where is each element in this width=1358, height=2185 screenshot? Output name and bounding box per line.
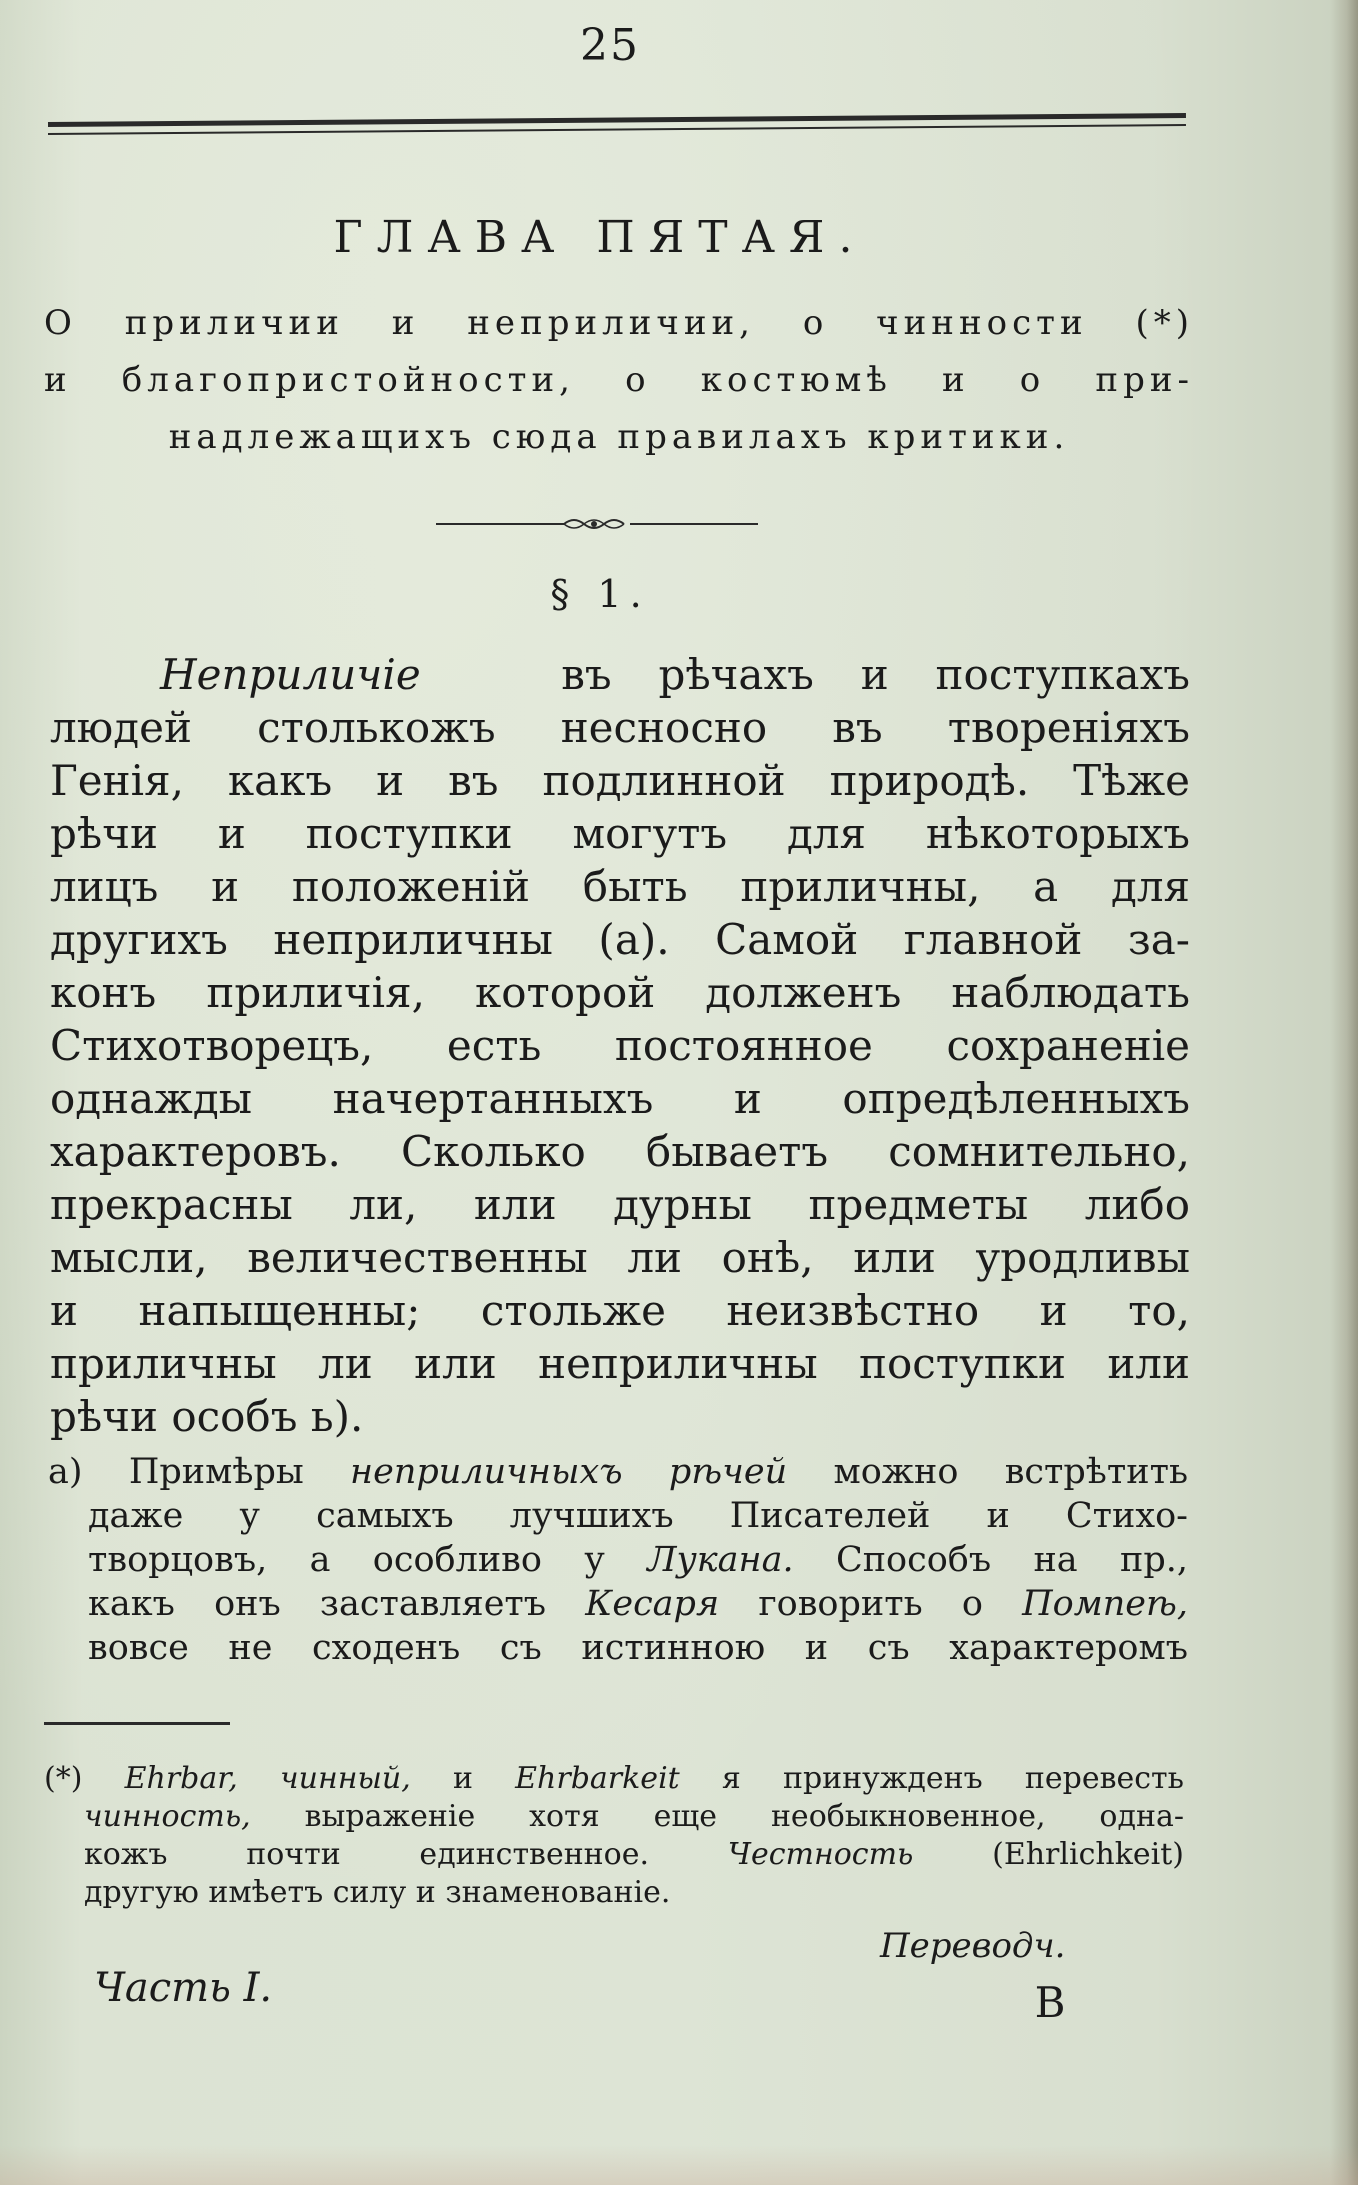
paragraph-line: приличны ли или неприличны поступки или — [50, 1339, 1190, 1388]
paragraph-line: людей столькожъ несносно въ твореніяхъ — [50, 703, 1190, 752]
ornament-divider — [436, 512, 758, 536]
page-edge-shadow — [1330, 0, 1358, 2185]
footnote-text: кожъ почти единственное. — [84, 1837, 650, 1872]
note-text: Способъ на пр., — [835, 1540, 1189, 1580]
footnote-italic: Ehrbarkeit — [515, 1761, 680, 1796]
paragraph-line: однажды начертанныхъ и опредѣленныхъ — [50, 1074, 1190, 1123]
signature-mark: В — [1034, 1978, 1066, 2027]
note-a — [48, 1450, 1188, 1670]
note-text: творцовъ, а особливо у — [88, 1540, 605, 1580]
note-italic: Лукана. — [647, 1540, 794, 1580]
footnote-line — [44, 1760, 1184, 1798]
note-line: вовсе не сходенъ съ истинною и съ характеромъ — [88, 1628, 1188, 1668]
paragraph-line: Стихотворецъ, есть постоянное сохраненіе — [50, 1021, 1190, 1070]
chapter-title: ГЛАВА ПЯТАЯ. — [333, 212, 867, 263]
paragraph-line: рѣчи особъ ь). — [50, 1392, 364, 1441]
paragraph-line: конъ приличія, которой долженъ наблюдать — [50, 968, 1190, 1017]
part-label: Часть I. — [94, 1965, 273, 2011]
paragraph-line — [50, 648, 1190, 701]
paragraph-line: и напыщенны; стольже неизвѣстно и то, — [50, 1286, 1190, 1335]
subtitle-line: и благопристойности, о костюмѣ и о при- — [44, 360, 1194, 400]
paragraph-line: лицъ и положеній быть приличны, а для — [50, 862, 1190, 911]
note-italic: Кесаря — [585, 1584, 720, 1624]
subtitle-line: О приличии и неприличии, о чинности (*) — [44, 303, 1194, 343]
footnote-text: выраженіе хотя еще необыкновенное, одна- — [304, 1799, 1184, 1834]
note-text: говорить о — [758, 1584, 983, 1624]
note-line — [48, 1582, 1188, 1626]
paragraph-line: рѣчи и поступки могутъ для нѣкоторыхъ — [50, 809, 1190, 858]
page-number: 25 — [580, 20, 640, 71]
footnote-italic: чинность, — [84, 1799, 251, 1834]
paragraph-line: характеровъ. Сколько бываетъ сомнительно, — [50, 1127, 1190, 1176]
paragraph-line: мысли, величественны ли онѣ, или уродливы — [50, 1233, 1190, 1282]
footnote-text: и — [452, 1761, 473, 1796]
chapter-subtitle — [44, 295, 1194, 466]
footnote-text: (Ehrlichkeit) — [992, 1837, 1184, 1872]
footnote-italic: Честность — [727, 1837, 914, 1872]
footnote-line — [44, 1798, 1184, 1836]
note-marker: а) — [48, 1452, 83, 1492]
main-paragraph — [50, 648, 1190, 1443]
note-text: какъ онъ заставляетъ — [88, 1584, 547, 1624]
paragraph-line: другихъ неприличны (а). Самой главной за- — [50, 915, 1190, 964]
note-line: даже у самыхъ лучшихъ Писателей и Стихо- — [88, 1496, 1188, 1536]
note-text: Примѣры — [128, 1452, 304, 1492]
section-mark: § 1. — [550, 572, 650, 616]
paragraph-line: прекрасны ли, или дурны предметы либо — [50, 1180, 1190, 1229]
note-text: можно встрѣтить — [833, 1452, 1188, 1492]
subtitle-line: надлежащихъ сюда правилахъ критики. — [168, 417, 1070, 457]
translator-footnote — [44, 1760, 1184, 1912]
footnote-marker: (*) — [44, 1761, 83, 1796]
footnote-line: другую имѣетъ силу и знаменованіе. — [84, 1875, 671, 1910]
translator-label: Переводч. — [880, 1926, 1066, 1966]
footnote-rule — [44, 1722, 230, 1725]
note-italic: неприличныхъ рѣчей — [350, 1452, 788, 1492]
note-line — [48, 1538, 1188, 1582]
note-italic: Помпеѣ, — [1022, 1584, 1188, 1624]
header-rule-thin — [48, 124, 1186, 135]
page-bottom-edge — [0, 2145, 1358, 2185]
paragraph-line: Генія, какъ и въ подлинной природѣ. Тѣже — [50, 756, 1190, 805]
footnote-line — [44, 1836, 1184, 1874]
line-text: въ рѣчахъ и поступкахъ — [561, 650, 1190, 699]
footnote-text: я принужденъ перевесть — [721, 1761, 1184, 1796]
footnote-italic: Ehrbar, чинный, — [124, 1761, 411, 1796]
note-line — [48, 1450, 1188, 1494]
lead-word: Неприличіе — [160, 650, 421, 699]
